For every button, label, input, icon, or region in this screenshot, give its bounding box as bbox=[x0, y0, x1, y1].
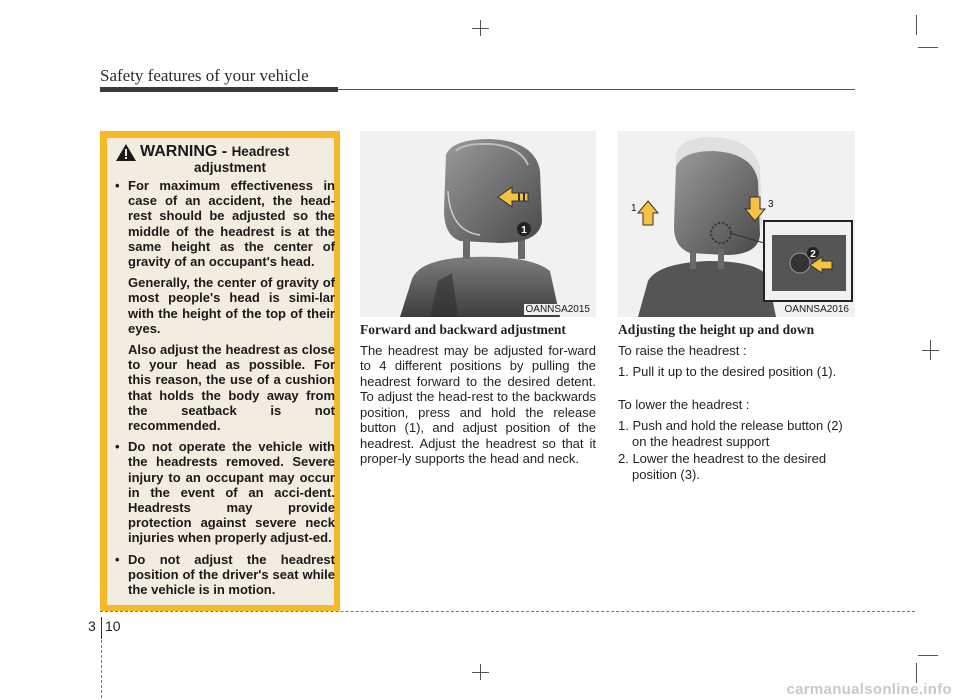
warning-item bbox=[111, 552, 335, 598]
running-header: Safety features of your vehicle bbox=[100, 66, 309, 85]
headrest-forward-illustration bbox=[360, 131, 596, 317]
crop-mark-top-right-v bbox=[916, 15, 917, 35]
crop-mark-bottom-bar bbox=[472, 672, 489, 673]
crop-mark-top-bar bbox=[472, 28, 489, 29]
raise-intro: To raise the headrest : bbox=[618, 342, 747, 358]
step-item: 1. Pull it up to the desired position (1). bbox=[618, 364, 837, 379]
warning-topic-line1: Headrest bbox=[231, 144, 290, 159]
figure-headrest-forward bbox=[360, 131, 596, 317]
crop-mark-bottom-right-v bbox=[916, 663, 917, 683]
warning-title bbox=[116, 143, 336, 175]
header-bar bbox=[100, 87, 338, 92]
warning-topic-line2: adjustment bbox=[194, 160, 267, 175]
warning-triangle-icon bbox=[116, 144, 136, 161]
bullet-icon: • bbox=[115, 439, 120, 455]
bullet-icon: • bbox=[115, 178, 120, 193]
footer-rule bbox=[100, 611, 915, 612]
warning-header bbox=[116, 143, 336, 175]
crop-mark-bottom-right-h bbox=[918, 655, 938, 656]
chapter-number: 3 bbox=[88, 618, 96, 634]
warning-paragraph: Also adjust the headrest as close to your head as possible. For this reason, the use of a cushion that holds the body away from the seatback is not recommended. bbox=[128, 342, 335, 434]
warning-paragraph: Do not operate the vehicle with the headrests removed. Severe injury to an occupant may occur in the event of an acci-dent. Headrests may provide protection against severe neck injuries when properly adjust-ed. bbox=[128, 439, 335, 546]
raise-steps bbox=[618, 364, 854, 380]
warning-paragraph: Do not adjust the headrest position of the driver's seat while the vehicle is in motion. bbox=[128, 551, 335, 598]
bullet-icon: • bbox=[115, 551, 120, 567]
headrest-height-illustration bbox=[618, 131, 855, 317]
callout-2: 2 bbox=[810, 249, 816, 260]
crop-mark-right-bar bbox=[922, 350, 939, 351]
up-arrow bbox=[638, 201, 658, 225]
section-forward-backward bbox=[360, 322, 596, 467]
step-item: 2. Lower the headrest to the desired position (3). bbox=[618, 451, 827, 482]
section-heading: Adjusting the height up and down bbox=[618, 322, 815, 337]
figure-code: OANNSA2015 bbox=[525, 304, 590, 315]
lower-intro: To lower the headrest : bbox=[618, 396, 750, 412]
warning-label: WARNING - bbox=[140, 143, 228, 160]
crop-mark-top-right-h bbox=[918, 47, 938, 48]
section-height-adjust bbox=[618, 322, 854, 484]
callout-1: 1 bbox=[521, 225, 527, 236]
page-number: 10 bbox=[105, 618, 121, 634]
figure-code: OANNSA2016 bbox=[784, 304, 849, 315]
warning-item bbox=[111, 178, 335, 433]
lower-steps bbox=[618, 418, 854, 482]
page-number-divider bbox=[101, 617, 102, 639]
figure-headrest-height bbox=[618, 131, 855, 317]
warning-list bbox=[111, 178, 335, 603]
warning-paragraph: For maximum effectiveness in case of an accident, the head-rest should be adjusted so the middle of the headrest is at the same height as the center of gravity of an occupant's head. bbox=[128, 178, 335, 270]
callout-3: 3 bbox=[768, 199, 774, 210]
section-body: The headrest may be adjusted for-ward to 4 different positions by pulling the headrest forward to the desired detent. To adjust the head-rest to the backwards position, press and hold the release button (1), and adjust position of the headrest. Adjust the headrest so that it proper-ly supports the head and neck. bbox=[360, 342, 596, 466]
callout-1: 1 bbox=[631, 203, 637, 214]
section-heading: Forward and backward adjustment bbox=[360, 322, 566, 337]
watermark: carmanualsonline.info bbox=[786, 681, 952, 698]
step-item: 1. Push and hold the release button (2) on the headrest support bbox=[618, 418, 843, 449]
left-trim-line bbox=[101, 640, 102, 698]
warning-paragraph: Generally, the center of gravity of most people's head is simi-lar with the height of the top of their eyes. bbox=[128, 275, 335, 336]
warning-item bbox=[111, 439, 335, 545]
